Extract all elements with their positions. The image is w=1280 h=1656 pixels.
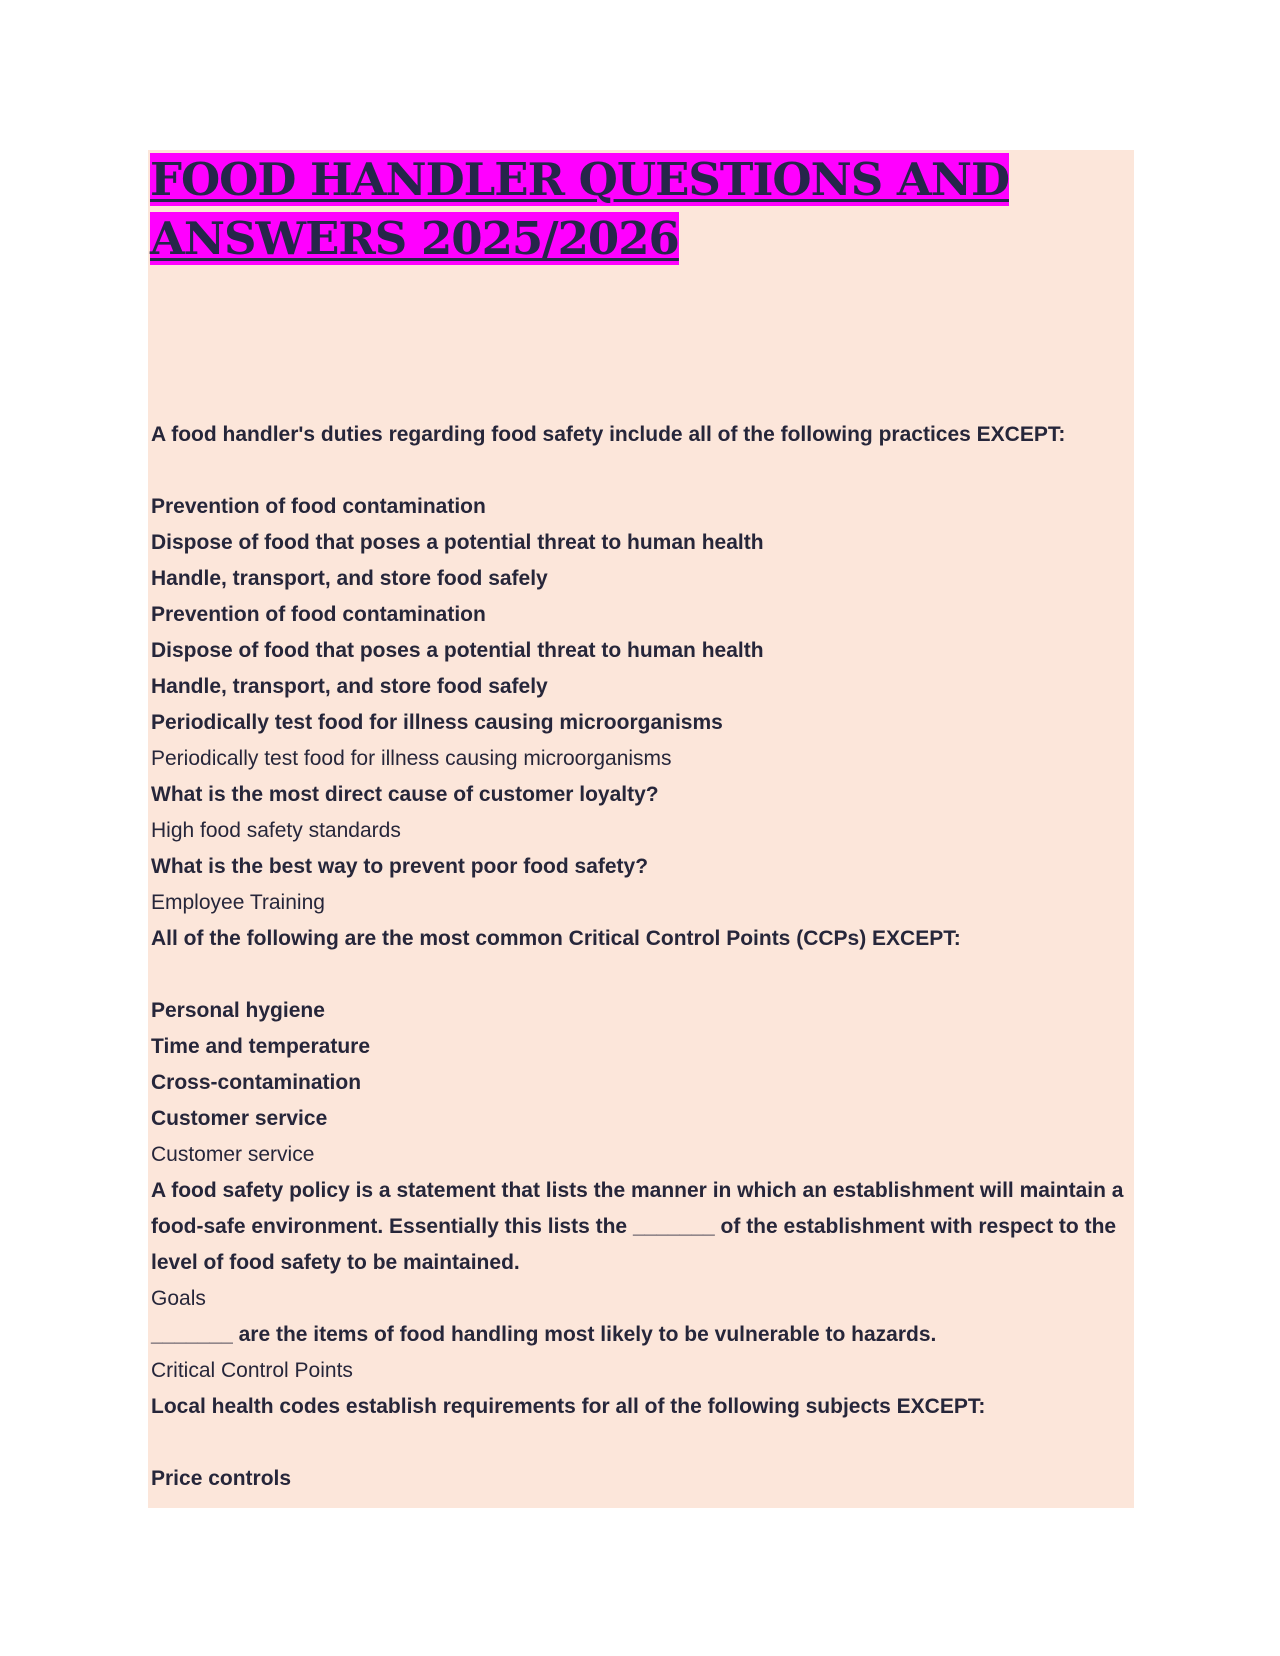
- question-critical-control-points: All of the following are the most common Critical Control Points (CCPs) EXCEPT:: [151, 927, 961, 950]
- document-body: [151, 417, 1131, 1497]
- option-text: Prevention of food contamination: [151, 495, 486, 518]
- answer-text: Goals: [151, 1287, 206, 1310]
- question-vulnerable-items: _______ are the items of food handling most likely to be vulnerable to hazards.: [151, 1323, 937, 1346]
- option-text: Price controls: [151, 1467, 292, 1490]
- option-text: Handle, transport, and store food safely: [151, 675, 548, 698]
- option-text: Customer service: [151, 1107, 328, 1130]
- option-text: Periodically test food for illness causing microorganisms: [151, 711, 723, 734]
- answer-text: Customer service: [151, 1143, 315, 1166]
- option-text: Prevention of food contamination: [151, 603, 486, 626]
- option-text: Dispose of food that poses a potential threat to human health: [151, 639, 764, 662]
- question-food-safety-policy: A food safety policy is a statement that lists the manner in which an establishment will maintain a food-safe environment. Essentially this lists the _______ of the establishment with respect to the level of food safety to be maintained.: [151, 1179, 1124, 1274]
- option-text: Time and temperature: [151, 1035, 371, 1058]
- answer-text: Employee Training: [151, 891, 325, 914]
- title-line-2: ANSWERS 2025/2026: [150, 212, 679, 265]
- title-line-1: FOOD HANDLER QUESTIONS AND: [150, 153, 1009, 206]
- document-title: [150, 150, 1009, 268]
- question-food-handler-duties: A food handler's duties regarding food safety include all of the following practices EXCEPT:: [151, 423, 1066, 446]
- question-prevent-poor-food-safety: What is the best way to prevent poor food safety?: [151, 855, 649, 878]
- answer-text: Periodically test food for illness causing microorganisms: [151, 747, 672, 770]
- question-customer-loyalty: What is the most direct cause of customer loyalty?: [151, 783, 659, 806]
- answer-text: High food safety standards: [151, 819, 401, 842]
- option-text: Dispose of food that poses a potential threat to human health: [151, 531, 764, 554]
- option-text: Handle, transport, and store food safely: [151, 567, 548, 590]
- option-text: Personal hygiene: [151, 999, 325, 1022]
- question-local-health-codes: Local health codes establish requirements for all of the following subjects EXCEPT:: [151, 1395, 986, 1418]
- option-text: Cross-contamination: [151, 1071, 362, 1094]
- answer-text: Critical Control Points: [151, 1359, 353, 1382]
